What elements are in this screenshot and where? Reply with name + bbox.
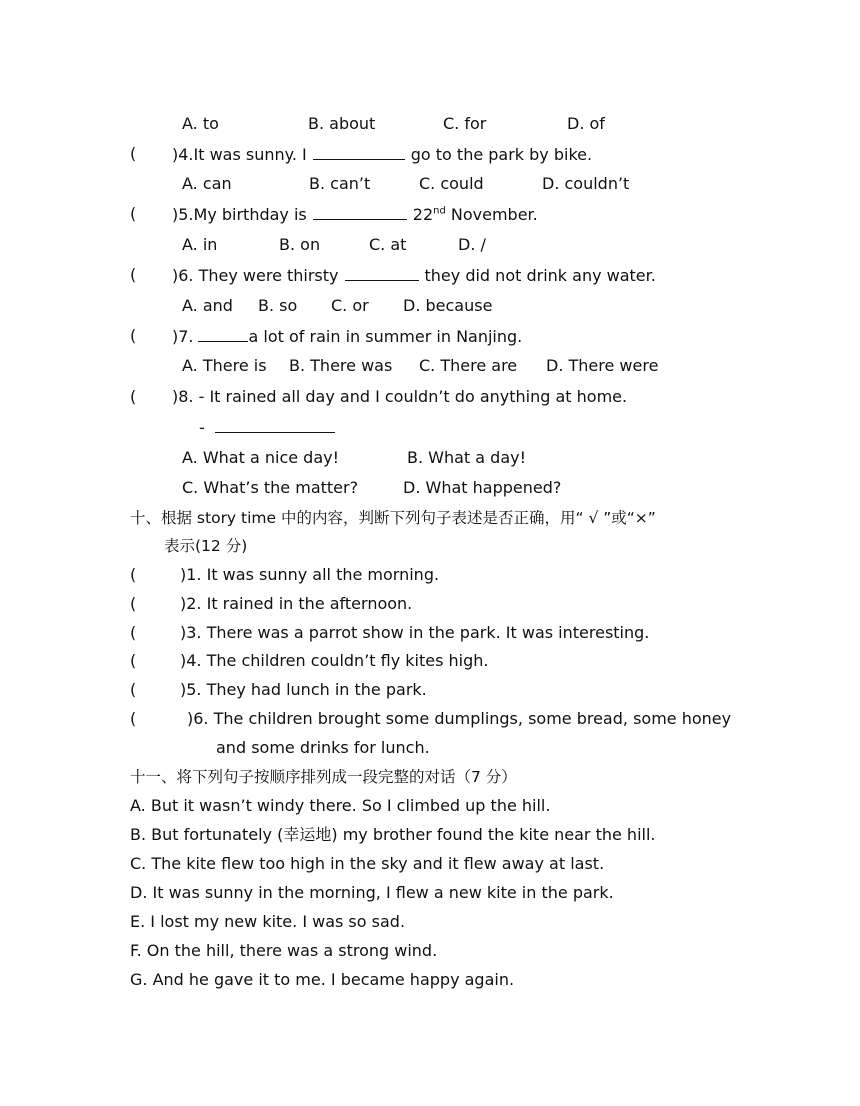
q6-option-c: C. or	[331, 296, 369, 315]
q5-option-d: D. /	[458, 235, 486, 254]
q8-question: )8. - It rained all day and I couldn’t do anything at home.	[172, 387, 628, 406]
s10-item3: )3. There was a parrot show in the park. It was interesting.	[180, 623, 650, 642]
q4-stem-end: go to the park by bike.	[410, 145, 593, 164]
q5-option-a: A. in	[182, 235, 218, 254]
q3-option-d: D. of	[567, 114, 605, 133]
q4-option-c: C. could	[419, 174, 484, 193]
q5-stem: )5.My birthday is	[172, 205, 307, 224]
s11-line-b-cjk: 幸运地	[283, 825, 332, 844]
q8-dash: -	[199, 418, 205, 437]
s10-item6-cont: and some drinks for lunch.	[216, 738, 430, 757]
q7-option-b: B. There was	[289, 356, 393, 375]
s11-line-c: C. The kite flew too high in the sky and it flew away at last.	[130, 854, 605, 873]
q8-response	[199, 417, 341, 438]
q7-stem-end: a lot of rain in summer in Nanjing.	[248, 327, 523, 346]
q6-question	[172, 265, 656, 286]
q5-stem-end: November.	[445, 205, 538, 224]
q8-paren: (	[130, 387, 137, 406]
q4-question	[172, 144, 592, 165]
q6-option-d: D. because	[403, 296, 493, 315]
q6-stem: )6. They were thirsty	[172, 266, 339, 285]
q7-blank[interactable]	[198, 326, 248, 342]
s10-item1-paren: (	[130, 565, 137, 584]
s10-item6-paren: (	[130, 709, 137, 728]
s11-line-b-end: ) my brother found the kite near the hill.	[331, 825, 656, 844]
s10-item5: )5. They had lunch in the park.	[180, 680, 427, 699]
s11-line-f: F. On the hill, there was a strong wind.	[130, 941, 438, 960]
q6-option-b: B. so	[258, 296, 298, 315]
s10-item4-paren: (	[130, 651, 137, 670]
q7-option-a: A. There is	[182, 356, 267, 375]
s11-line-a: A. But it wasn’t windy there. So I climbed up the hill.	[130, 796, 551, 815]
q5-option-b: B. on	[279, 235, 321, 254]
q3-option-c: C. for	[443, 114, 487, 133]
section11-title: 十一、将下列句子按顺序排列成一段完整的对话（7 分）	[130, 768, 517, 786]
q6-stem-end: they did not drink any water.	[424, 266, 656, 285]
q7-stem: )7.	[172, 327, 194, 346]
q5-question	[172, 204, 538, 225]
q7-paren: (	[130, 326, 137, 345]
s11-line-e: E. I lost my new kite. I was so sad.	[130, 912, 406, 931]
s10-item6: )6. The children brought some dumplings, some bread, some honey	[187, 709, 732, 728]
q4-stem: )4.It was sunny. I	[172, 145, 307, 164]
s11-line-b	[130, 825, 655, 845]
s10-item2-paren: (	[130, 594, 137, 613]
q5-date: 22	[412, 205, 434, 224]
q8-option-b: B. What a day!	[407, 448, 527, 467]
s11-line-d: D. It was sunny in the morning, I flew a new kite in the park.	[130, 883, 614, 902]
q7-option-c: C. There are	[419, 356, 518, 375]
q5-blank[interactable]	[313, 204, 407, 220]
section10-title-cont: 表示(12 分)	[164, 537, 248, 555]
q8-blank[interactable]	[215, 417, 335, 433]
q4-paren: (	[130, 144, 137, 163]
q8-option-d: D. What happened?	[403, 478, 562, 497]
q7-question	[172, 326, 522, 347]
s10-item4: )4. The children couldn’t fly kites high.	[180, 651, 489, 670]
s10-item2: )2. It rained in the afternoon.	[180, 594, 413, 613]
q4-blank[interactable]	[313, 144, 405, 160]
q4-option-d: D. couldn’t	[542, 174, 630, 193]
s10-item5-paren: (	[130, 680, 137, 699]
q6-paren: (	[130, 265, 137, 284]
q8-option-a: A. What a nice day!	[182, 448, 340, 467]
s11-line-g: G. And he gave it to me. I became happy again.	[130, 970, 515, 989]
q6-blank[interactable]	[345, 265, 419, 281]
s10-item3-paren: (	[130, 623, 137, 642]
section10-title: 十、根据 story time 中的内容，判断下列句子表述是否正确，用“ √ ”或“×”	[130, 509, 656, 527]
q4-option-b: B. can’t	[309, 174, 371, 193]
q5-date-suffix: nd	[433, 205, 446, 217]
q3-option-b: B. about	[308, 114, 376, 133]
s10-item1: )1. It was sunny all the morning.	[180, 565, 440, 584]
q6-option-a: A. and	[182, 296, 233, 315]
q5-paren: (	[130, 204, 137, 223]
q3-option-a: A. to	[182, 114, 219, 133]
s11-line-b-start: B. But fortunately (	[130, 825, 284, 844]
q8-option-c: C. What’s the matter?	[182, 478, 359, 497]
q5-option-c: C. at	[369, 235, 407, 254]
q7-option-d: D. There were	[546, 356, 659, 375]
q4-option-a: A. can	[182, 174, 232, 193]
